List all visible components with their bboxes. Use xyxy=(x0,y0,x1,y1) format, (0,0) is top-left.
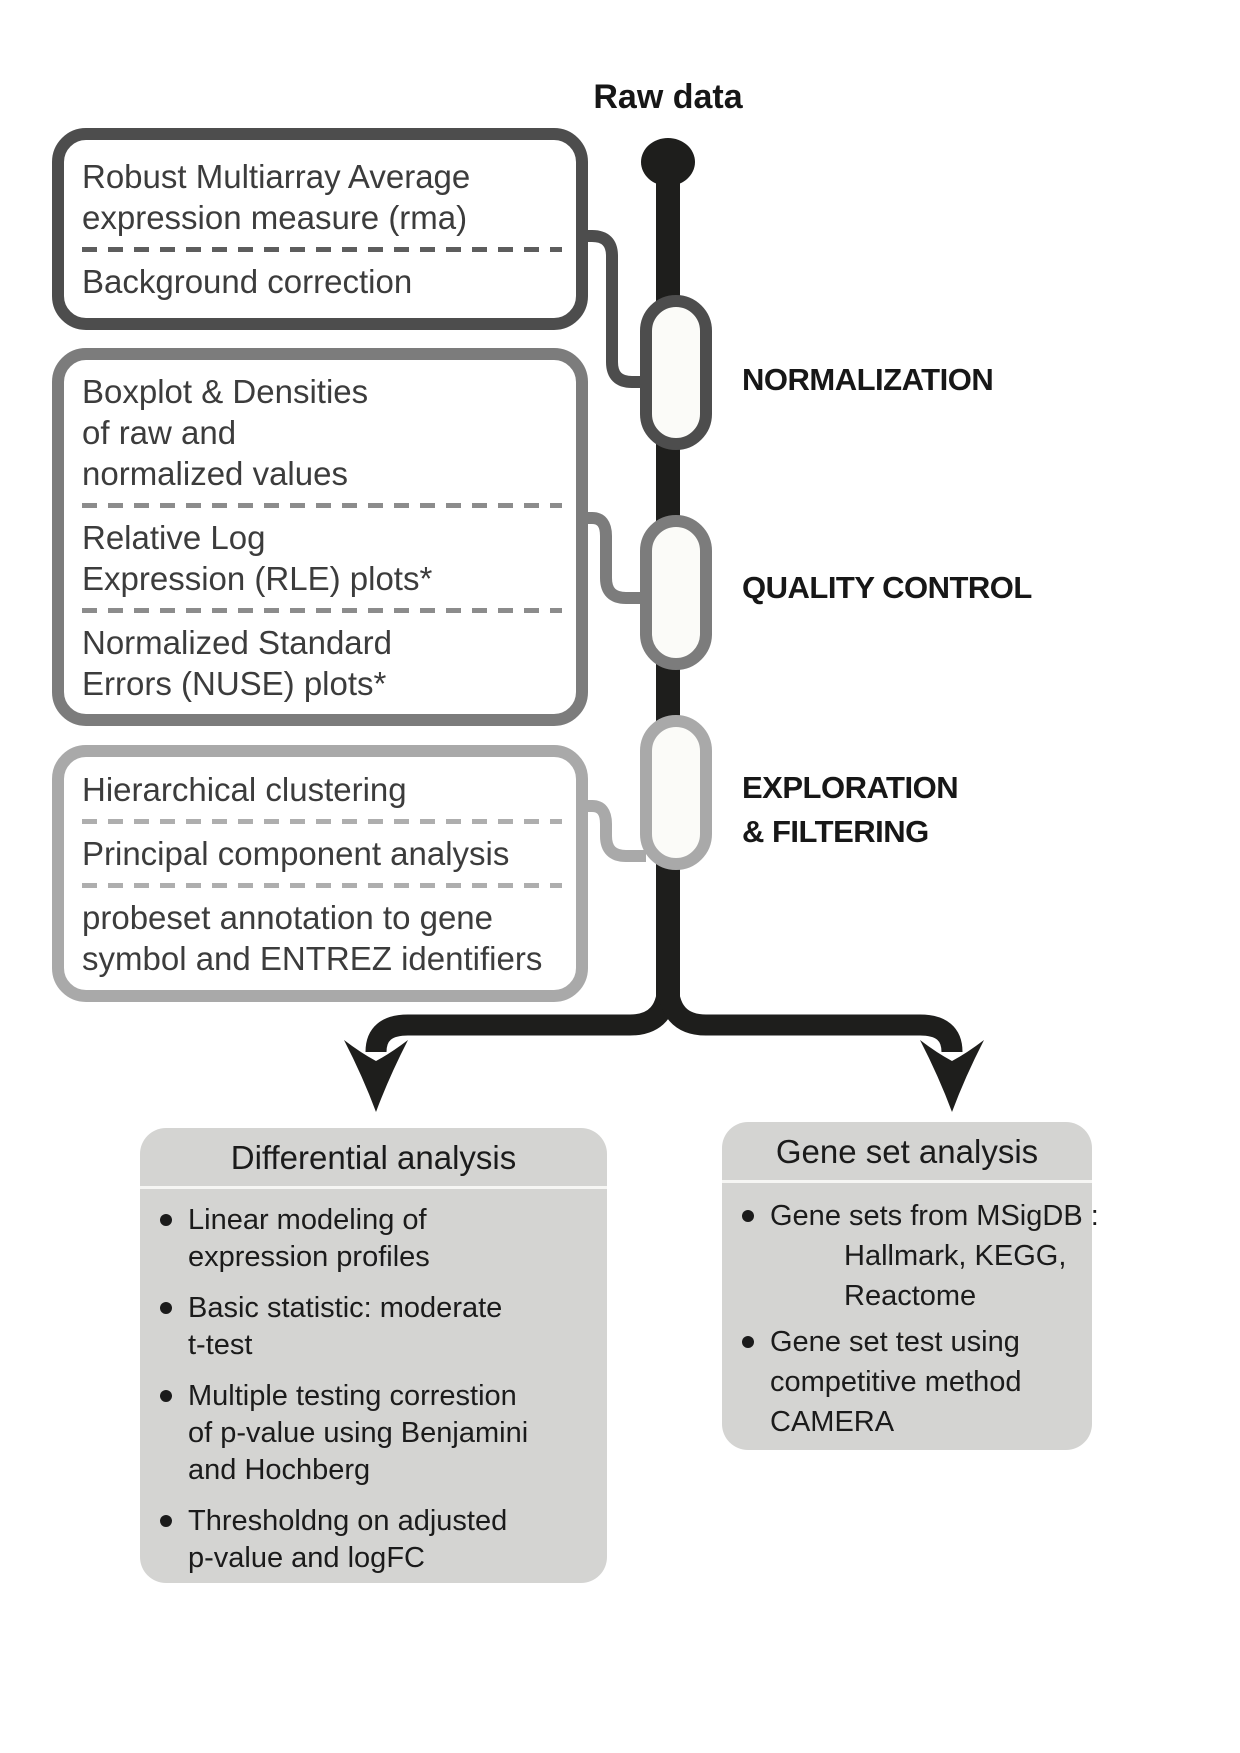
list-item-line: expression profiles xyxy=(188,1241,430,1273)
stage-label-line: & FILTERING xyxy=(742,814,929,849)
list-item-line: Hallmark, KEGG, xyxy=(844,1240,1067,1272)
step-line: symbol and ENTREZ identifiers xyxy=(82,939,543,977)
stage-label-exploration-filtering xyxy=(742,766,958,854)
panel-title: Gene set analysis xyxy=(722,1122,1092,1183)
list-item-line: Gene set test using xyxy=(770,1326,1020,1358)
step-boxplot-densities xyxy=(82,371,568,494)
list-item-text xyxy=(770,1322,1021,1442)
list-item-line: of p-value using Benjamini xyxy=(188,1417,529,1449)
list-item-line: Linear modeling of xyxy=(188,1204,427,1236)
bullet-icon xyxy=(160,1515,172,1527)
step-rma xyxy=(82,156,568,238)
bullet-icon xyxy=(160,1302,172,1314)
step-line: Expression (RLE) plots* xyxy=(82,559,433,597)
list-item xyxy=(742,1196,1099,1316)
list-item-line: Basic statistic: moderate xyxy=(188,1292,503,1324)
list-item-line: t-test xyxy=(188,1329,253,1361)
step-line: Errors (NUSE) plots* xyxy=(82,664,387,702)
list-item-line: p-value and logFC xyxy=(188,1542,425,1574)
pipeline-node-normalization xyxy=(640,295,712,450)
step-line: Relative Log xyxy=(82,518,266,556)
list-item-text xyxy=(188,1503,507,1577)
raw-data-label: Raw data xyxy=(593,78,743,116)
step-line: of raw and xyxy=(82,413,237,451)
bullet-icon xyxy=(160,1214,172,1226)
step-hierarchical-clustering xyxy=(82,769,568,810)
list-item-line: and Hochberg xyxy=(188,1454,371,1486)
stage-box-normalization xyxy=(52,128,588,330)
stage-label-line: QUALITY CONTROL xyxy=(742,570,1032,605)
branch-right-line xyxy=(668,982,952,1052)
list-item-line: Multiple testing correstion xyxy=(188,1380,517,1412)
stage-label-line: NORMALIZATION xyxy=(742,362,994,397)
list-item-line: Reactome xyxy=(844,1280,977,1312)
list-item-text xyxy=(188,1202,430,1276)
stage-label-quality-control xyxy=(742,566,1032,610)
bullet-icon xyxy=(742,1336,754,1348)
panel-title: Differential analysis xyxy=(140,1128,607,1189)
bullet-icon xyxy=(742,1210,754,1222)
list-item-line: Thresholdng on adjusted xyxy=(188,1505,508,1537)
step-line: normalized values xyxy=(82,454,348,492)
list-item-text xyxy=(188,1290,502,1364)
stage-label-normalization xyxy=(742,358,993,402)
step-line: Principal component analysis xyxy=(82,834,510,872)
list-item-text xyxy=(770,1196,1099,1316)
stage-box-exploration xyxy=(52,745,588,1002)
dashed-divider xyxy=(82,503,562,508)
list-item xyxy=(742,1322,1084,1442)
connector-exploration xyxy=(584,806,646,856)
step-nuse-plots xyxy=(82,622,568,704)
bullet-list xyxy=(722,1183,1099,1442)
step-line: Background correction xyxy=(82,263,413,300)
dashed-divider xyxy=(82,883,562,888)
dashed-divider xyxy=(82,247,562,252)
connector-normalization xyxy=(584,236,646,382)
pipeline-node-quality-control xyxy=(640,515,712,670)
list-item xyxy=(160,1503,599,1577)
list-item xyxy=(160,1290,599,1364)
stage-box-quality-control xyxy=(52,348,588,726)
step-line: probeset annotation to gene xyxy=(82,898,494,936)
dashed-divider xyxy=(82,819,562,824)
step-line: Normalized Standard xyxy=(82,623,392,661)
step-background-correction xyxy=(82,261,568,302)
list-item-line: competitive method xyxy=(770,1366,1022,1398)
step-probeset-annotation xyxy=(82,897,568,979)
dashed-divider xyxy=(82,608,562,613)
bullet-list xyxy=(140,1189,607,1577)
step-rle-plots xyxy=(82,517,568,599)
list-item xyxy=(160,1378,599,1489)
panel-gene-set-analysis xyxy=(722,1122,1099,1450)
list-item-text xyxy=(188,1378,528,1489)
list-item xyxy=(160,1202,599,1276)
stage-label-line: EXPLORATION xyxy=(742,770,959,805)
step-pca xyxy=(82,833,568,874)
step-line: Hierarchical clustering xyxy=(82,770,407,808)
step-line: Boxplot & Densities xyxy=(82,372,369,410)
bullet-icon xyxy=(160,1390,172,1402)
list-item-line: Gene sets from MSigDB : xyxy=(770,1200,1099,1232)
pipeline-node-exploration xyxy=(640,715,712,870)
panel-differential-analysis xyxy=(140,1128,607,1583)
connector-quality-control xyxy=(584,518,646,598)
list-item-line: CAMERA xyxy=(770,1406,895,1438)
raw-data-dot xyxy=(641,138,695,186)
step-line: Robust Multiarray Average xyxy=(82,158,471,195)
step-line: expression measure (rma) xyxy=(82,199,468,236)
